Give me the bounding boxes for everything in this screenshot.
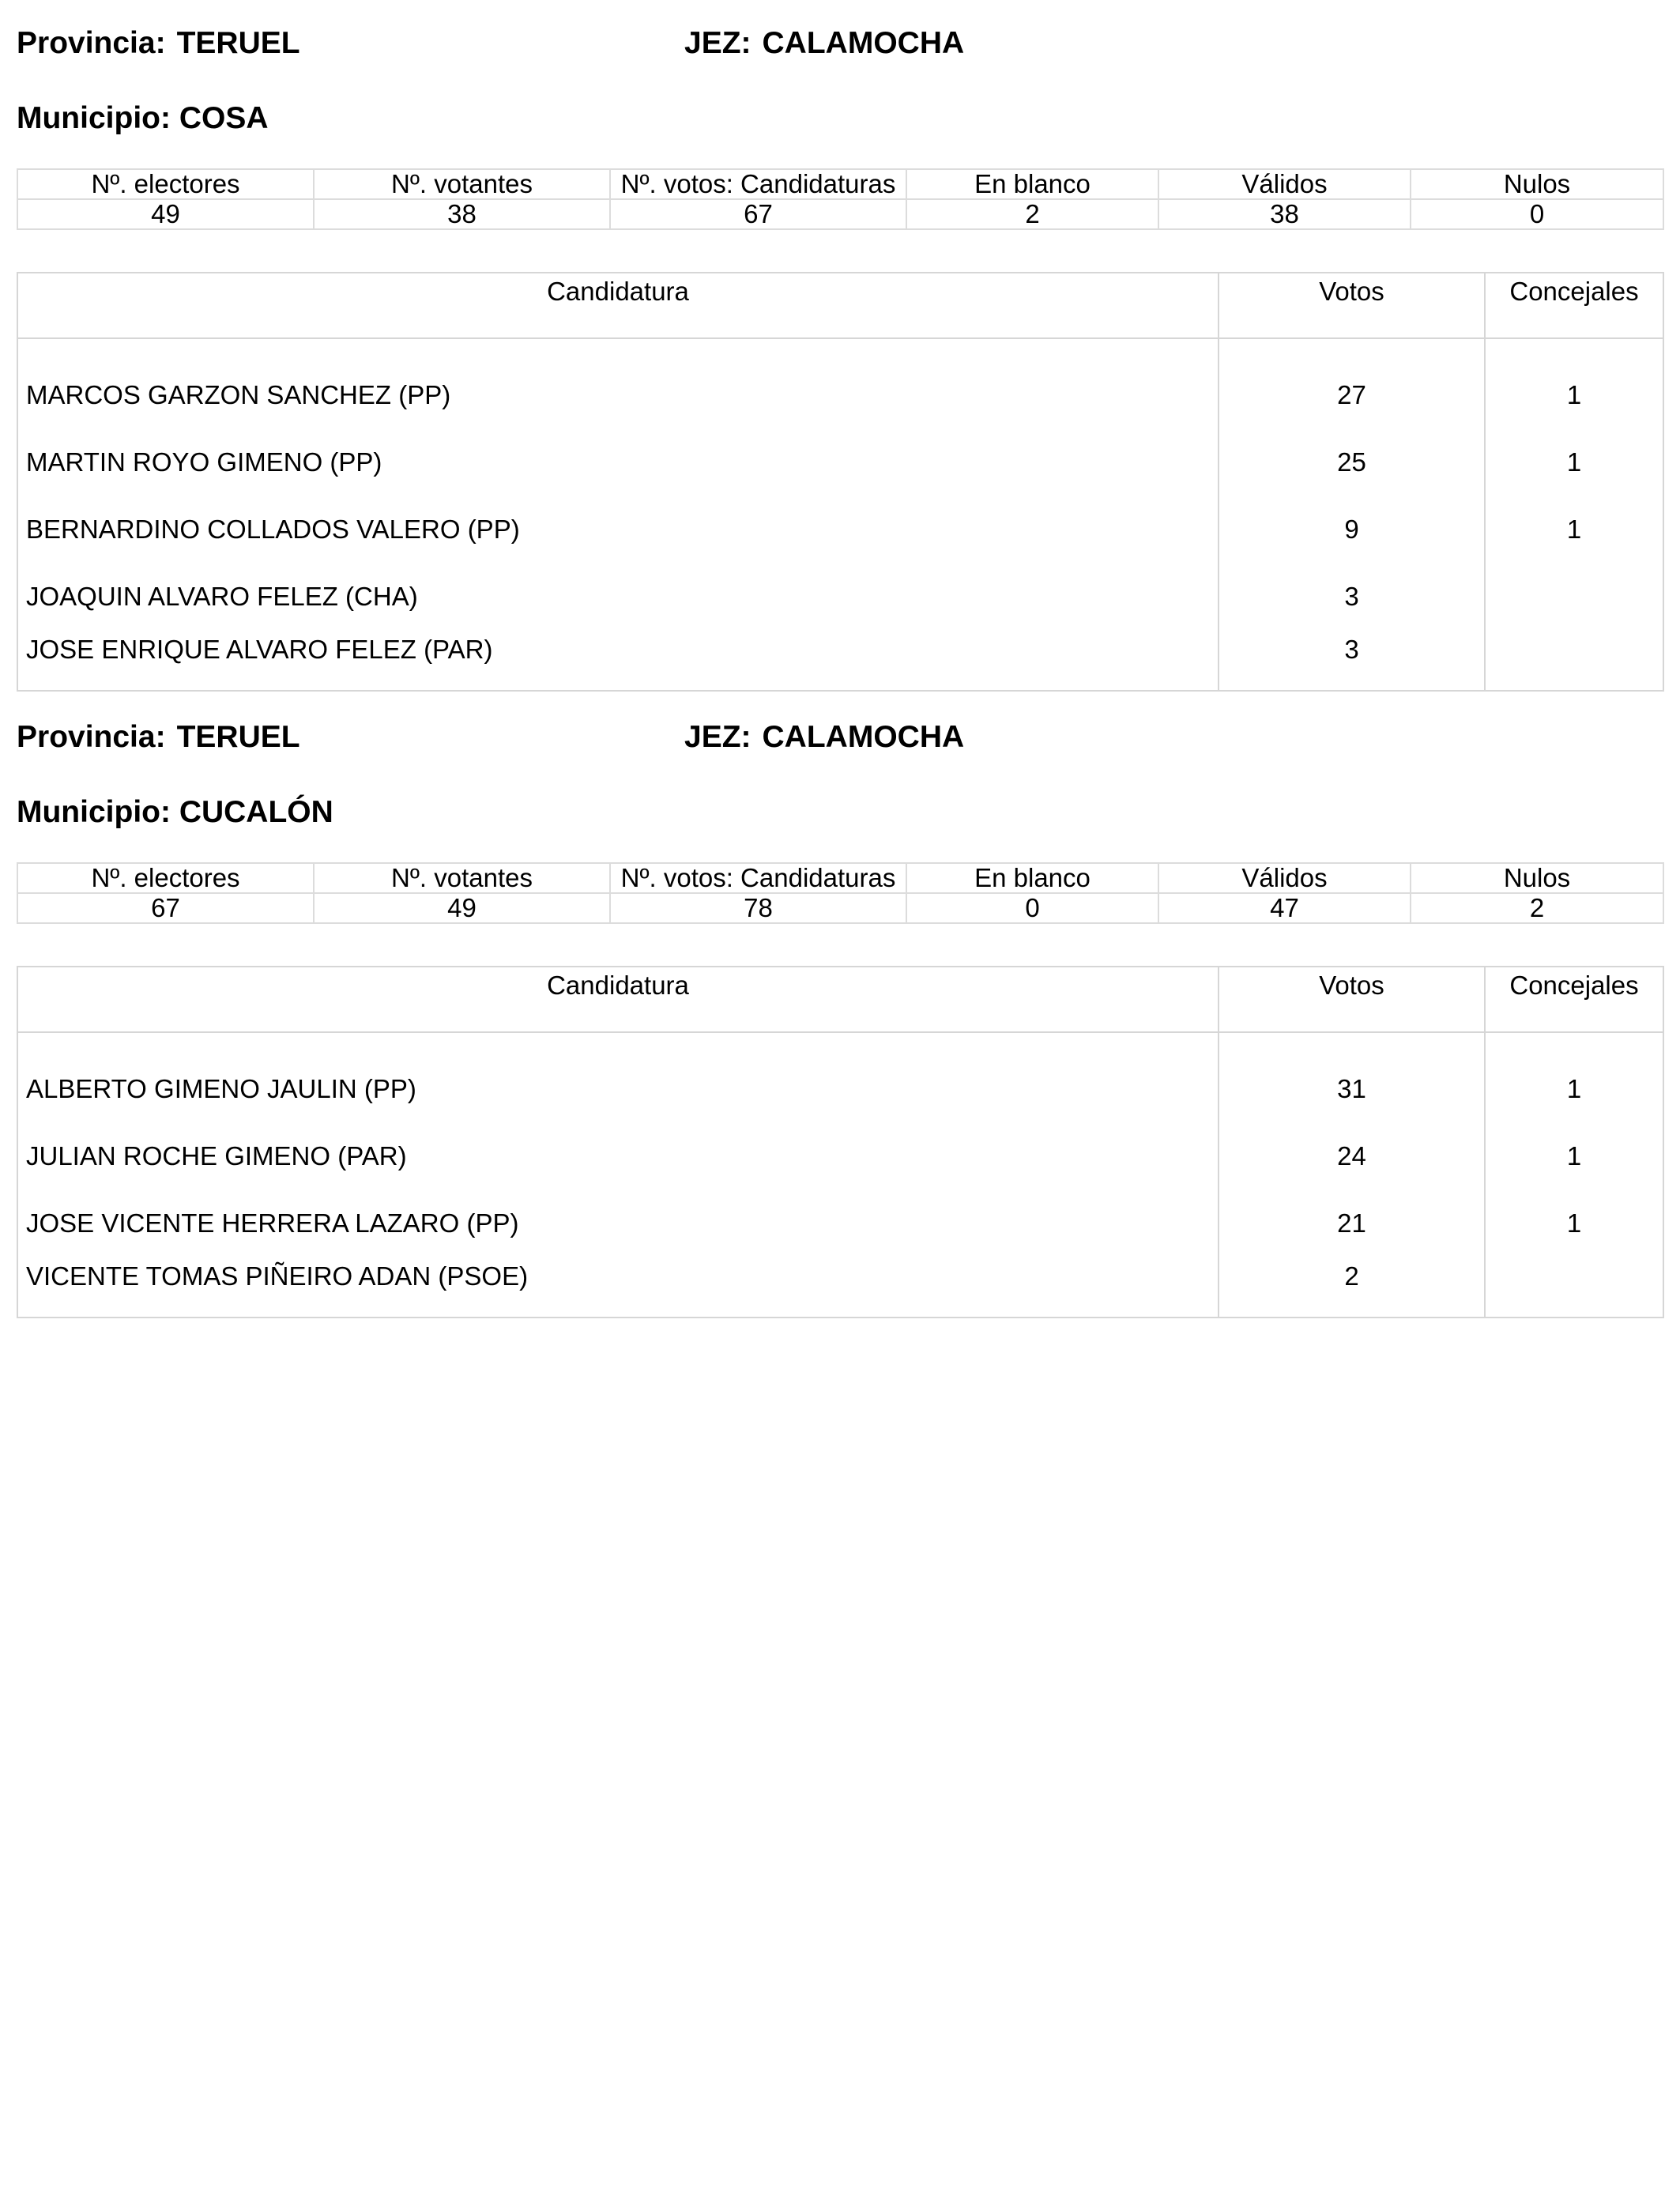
candidatura-header: Candidatura <box>17 273 1219 338</box>
candidate-name: ALBERTO GIMENO JAULIN (PP) <box>17 1032 1219 1122</box>
stats-header-cell: Válidos <box>1158 863 1411 893</box>
candidate-concejales: 1 <box>1485 1032 1663 1122</box>
candidate-concejales: 1 <box>1485 496 1663 563</box>
jez-label: JEZ: <box>684 26 751 60</box>
candidates-table <box>17 272 1664 692</box>
stats-header-cell: Nº. votos: Candidaturas <box>610 863 906 893</box>
stats-header-cell: En blanco <box>906 863 1158 893</box>
provincia-header <box>17 719 965 756</box>
stats-value-cell: 49 <box>314 893 610 923</box>
candidates-header-row <box>17 967 1663 1032</box>
candidate-row <box>17 496 1663 563</box>
candidate-votos: 31 <box>1219 1032 1485 1122</box>
stats-header-cell: Válidos <box>1158 169 1411 199</box>
candidate-row <box>17 630 1663 691</box>
candidate-concejales <box>1485 563 1663 630</box>
municipio-value: COSA <box>179 101 269 135</box>
stats-header-cell: Nº. electores <box>17 863 314 893</box>
jez-label: JEZ: <box>684 720 751 754</box>
candidate-name: MARTIN ROYO GIMENO (PP) <box>17 428 1219 496</box>
candidate-name: JOSE ENRIQUE ALVARO FELEZ (PAR) <box>17 630 1219 691</box>
stats-header-cell: Nulos <box>1411 169 1663 199</box>
stats-value-cell: 38 <box>314 199 610 229</box>
jez-header <box>684 25 964 62</box>
candidate-votos: 9 <box>1219 496 1485 563</box>
candidate-votos: 24 <box>1219 1122 1485 1189</box>
votos-header: Votos <box>1219 273 1485 338</box>
provincia-value: TERUEL <box>176 26 300 60</box>
stats-value-row <box>17 199 1663 229</box>
stats-header-cell: En blanco <box>906 169 1158 199</box>
municipio-label: Municipio: <box>17 795 171 829</box>
stats-value-cell: 47 <box>1158 893 1411 923</box>
candidate-concejales <box>1485 1257 1663 1318</box>
municipio-header <box>17 100 269 137</box>
stats-value-cell: 0 <box>1411 199 1663 229</box>
stats-value-cell: 78 <box>610 893 906 923</box>
candidate-row <box>17 1032 1663 1122</box>
stats-value-cell: 38 <box>1158 199 1411 229</box>
candidate-concejales: 1 <box>1485 1189 1663 1257</box>
stats-value-cell: 0 <box>906 893 1158 923</box>
candidate-votos: 3 <box>1219 630 1485 691</box>
candidate-votos: 21 <box>1219 1189 1485 1257</box>
stats-header-cell: Nº. votantes <box>314 863 610 893</box>
candidate-concejales <box>1485 630 1663 691</box>
municipio-header <box>17 794 333 831</box>
stats-value-cell: 67 <box>610 199 906 229</box>
stats-value-cell: 49 <box>17 199 314 229</box>
candidate-name: JULIAN ROCHE GIMENO (PAR) <box>17 1122 1219 1189</box>
stats-value-cell: 2 <box>906 199 1158 229</box>
stats-value-cell: 2 <box>1411 893 1663 923</box>
candidates-header-row <box>17 273 1663 338</box>
provincia-header <box>17 25 965 62</box>
jez-value: CALAMOCHA <box>762 26 965 60</box>
jez-value: CALAMOCHA <box>762 720 965 754</box>
votos-header: Votos <box>1219 967 1485 1032</box>
provincia-value: TERUEL <box>176 720 300 754</box>
candidate-name: JOAQUIN ALVARO FELEZ (CHA) <box>17 563 1219 630</box>
stats-header-cell: Nº. votantes <box>314 169 610 199</box>
candidate-votos: 25 <box>1219 428 1485 496</box>
stats-value-row <box>17 893 1663 923</box>
candidates-table <box>17 966 1664 1318</box>
stats-table <box>17 168 1664 230</box>
candidate-row <box>17 1257 1663 1318</box>
municipio-value: CUCALÓN <box>179 795 333 829</box>
candidate-concejales: 1 <box>1485 428 1663 496</box>
stats-header-row <box>17 169 1663 199</box>
candidate-name: BERNARDINO COLLADOS VALERO (PP) <box>17 496 1219 563</box>
candidate-concejales: 1 <box>1485 338 1663 428</box>
candidate-name: MARCOS GARZON SANCHEZ (PP) <box>17 338 1219 428</box>
candidate-votos: 2 <box>1219 1257 1485 1318</box>
candidate-row <box>17 1189 1663 1257</box>
jez-header <box>684 719 964 756</box>
candidatura-header: Candidatura <box>17 967 1219 1032</box>
candidate-votos: 3 <box>1219 563 1485 630</box>
stats-header-cell: Nº. electores <box>17 169 314 199</box>
provincia-label: Provincia: <box>17 720 166 754</box>
candidate-name: VICENTE TOMAS PIÑEIRO ADAN (PSOE) <box>17 1257 1219 1318</box>
candidate-row <box>17 428 1663 496</box>
municipio-label: Municipio: <box>17 101 171 135</box>
concejales-header: Concejales <box>1485 967 1663 1032</box>
stats-table <box>17 862 1664 924</box>
candidate-concejales: 1 <box>1485 1122 1663 1189</box>
candidate-row <box>17 563 1663 630</box>
stats-header-row <box>17 863 1663 893</box>
provincia-label: Provincia: <box>17 26 166 60</box>
candidate-votos: 27 <box>1219 338 1485 428</box>
stats-value-cell: 67 <box>17 893 314 923</box>
candidate-name: JOSE VICENTE HERRERA LAZARO (PP) <box>17 1189 1219 1257</box>
candidate-row <box>17 338 1663 428</box>
stats-header-cell: Nulos <box>1411 863 1663 893</box>
concejales-header: Concejales <box>1485 273 1663 338</box>
candidate-row <box>17 1122 1663 1189</box>
stats-header-cell: Nº. votos: Candidaturas <box>610 169 906 199</box>
